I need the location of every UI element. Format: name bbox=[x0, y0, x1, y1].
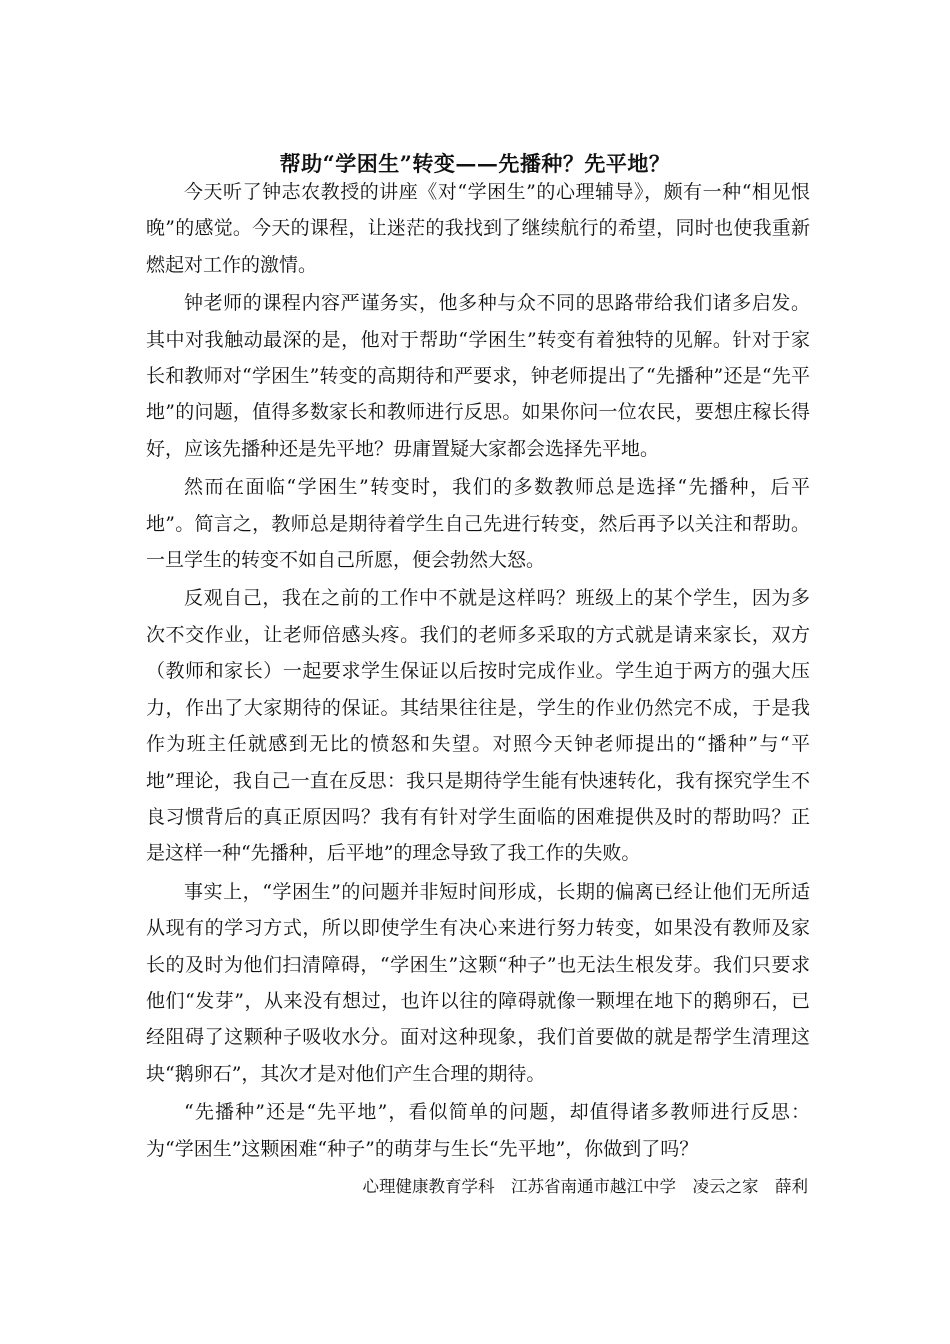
author-signature: 心理健康教育学科 江苏省南通市越江中学 凌云之家 薛利 bbox=[362, 1177, 808, 1196]
paragraph-6: “先播种”还是“先平地”，看似简单的问题，却值得诸多教师进行反思：为“学困生”这颗困难“种子”的萌芽与生长“先平地”，你做到了吗？ bbox=[146, 1101, 810, 1160]
document-title: 帮助“学困生”转变——先播种？先平地？ bbox=[279, 151, 671, 177]
paragraph-3: 然而在面临“学困生”转变时，我们的多数教师总是选择“先播种，后平地”。简言之，教师总是期待着学生自己先进行转变，然后再予以关注和帮助。一旦学生的转变不如自己所愿，便会勃然大怒。 bbox=[146, 476, 810, 572]
paragraph-1: 今天听了钟志农教授的讲座《对“学困生”的心理辅导》，颇有一种“相见恨晚”的感觉。今天的课程，让迷茫的我找到了继续航行的希望，同时也使我重新燃起对工作的激情。 bbox=[146, 181, 810, 276]
paragraph-5: 事实上，“学困生”的问题并非短时间形成，长期的偏离已经让他们无所适从现有的学习方式，所以即使学生有决心来进行努力转变，如果没有教师及家长的及时为他们扫清障碍，“学困生”这颗“种子”也无法生根发芽。我们只要求他们“发芽”，从来没有想过，也许以往的障碍就像一颗埋在地下的鹅卵石，已经阻碍了这颗种子吸收水分。面对这种现象，我们首要做的就是帮学生清理这块“鹅卵石”，其次才是对他们产生合理的期待。 bbox=[146, 880, 810, 1085]
paragraph-4: 反观自己，我在之前的工作中不就是这样吗？班级上的某个学生，因为多次不交作业，让老师倍感头疼。我们的老师多采取的方式就是请来家长，双方（教师和家长）一起要求学生保证以后按时完成作业。学生迫于两方的强大压力，作出了大家期待的保证。其结果往往是，学生的作业仍然完不成，于是我作为班主任就感到无比的愤怒和失望。对照今天钟老师提出的“播种”与“平地”理论，我自己一直在反思：我只是期待学生能有快速转化，我有探究学生不良习惯背后的真正原因吗？我有有针对学生面临的困难提供及时的帮助吗？正是这样一种“先播种，后平地”的理念导致了我工作的失败。 bbox=[146, 587, 810, 865]
document-body bbox=[146, 174, 810, 1169]
paragraph-2: 钟老师的课程内容严谨务实，他多种与众不同的思路带给我们诸多启发。其中对我触动最深的是，他对于帮助“学困生”转变有着独特的见解。针对于家长和教师对“学困生”转变的高期待和严要求，钟老师提出了“先播种”还是“先平地”的问题，值得多数家长和教师进行反思。如果你问一位农民，要想庄稼长得好，应该先播种还是先平地？毋庸置疑大家都会选择先平地。 bbox=[146, 292, 810, 460]
